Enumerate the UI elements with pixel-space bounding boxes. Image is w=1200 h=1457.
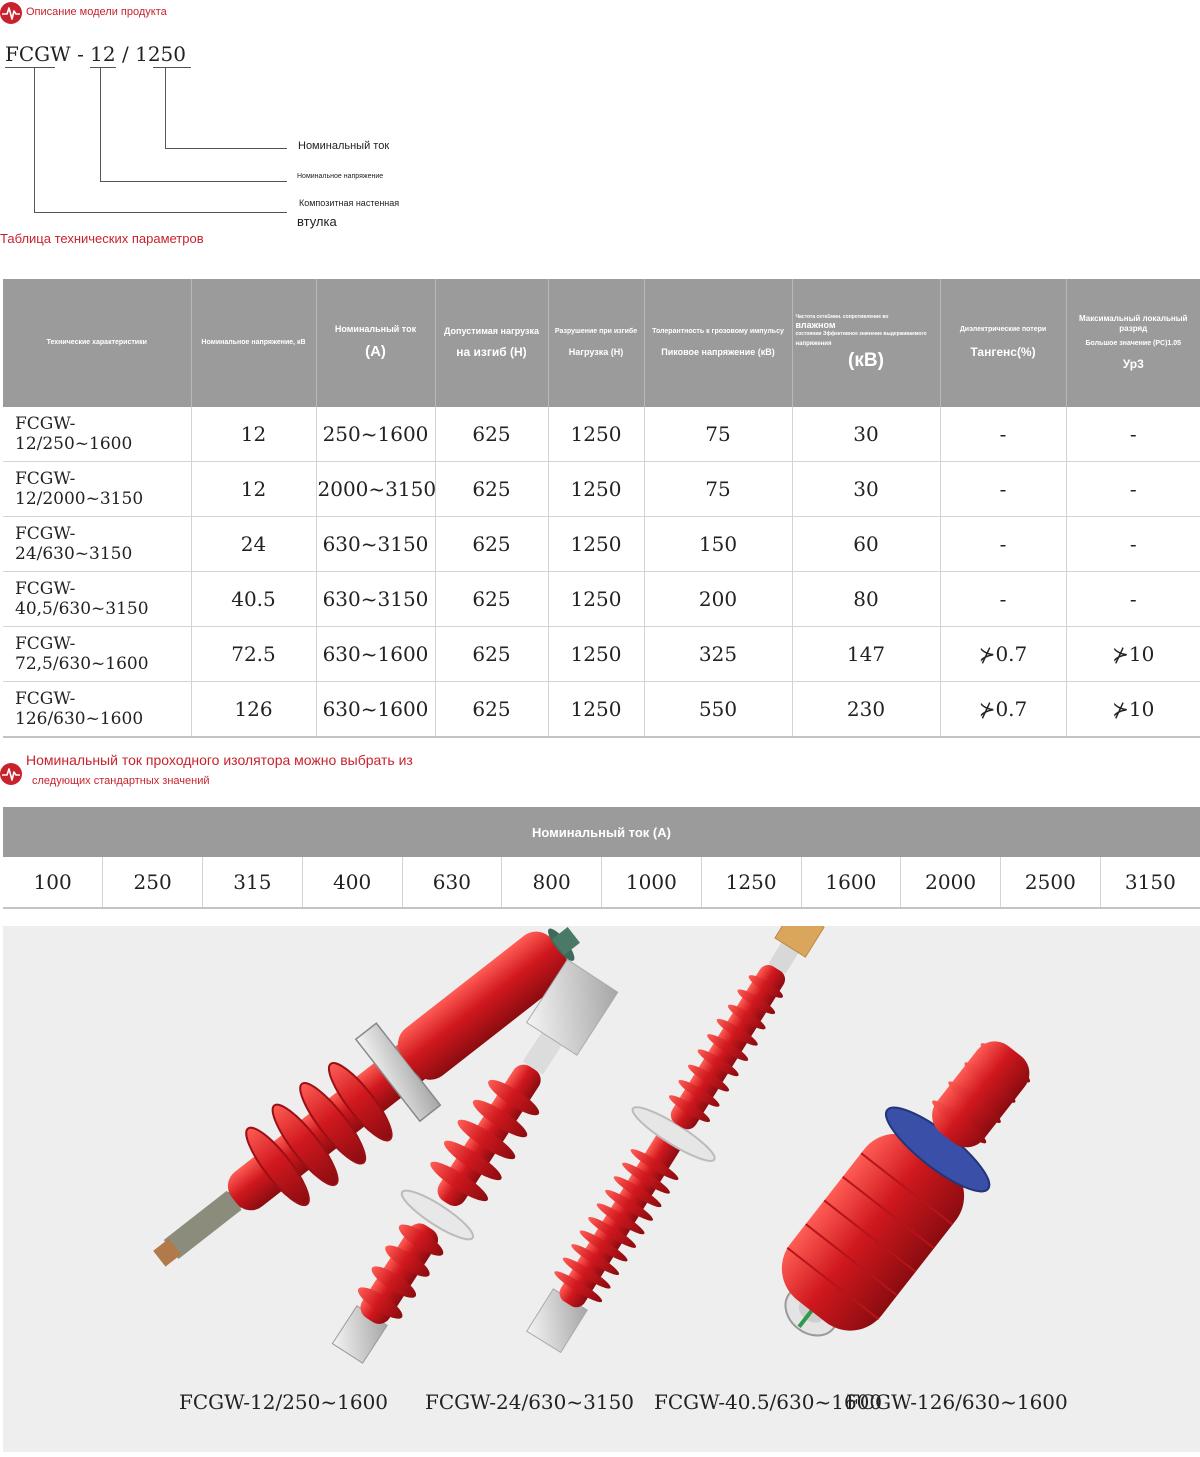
table-cell: - [940, 407, 1066, 462]
table-cell: 80 [792, 572, 940, 627]
table-row [3, 517, 1200, 572]
label-type-line2: втулка [297, 214, 337, 229]
table-cell: 12 [191, 407, 316, 462]
underline-type [5, 67, 55, 68]
current-value-cell: 250 [103, 857, 203, 908]
current-value-cell: 1250 [701, 857, 801, 908]
current-section-subtitle: следующих стандартных значений [32, 775, 210, 787]
params-title: Таблица технических параметров [0, 231, 204, 246]
table-cell: - [940, 572, 1066, 627]
header-power-frequency: Частота сети1мин. сопротивление во влажном состоянии Эффективное значение выдерживаемого напряжения (кВ) [792, 279, 940, 407]
table-cell: 1250 [548, 682, 644, 738]
table-cell: 30 [792, 407, 940, 462]
model-cell: FCGW-126/630~1600 [3, 682, 191, 738]
model-cell: FCGW-40,5/630~3150 [3, 572, 191, 627]
table-cell: 550 [644, 682, 792, 738]
table-cell: 1250 [548, 572, 644, 627]
product-photos [3, 926, 1200, 1452]
table-cell: - [1066, 462, 1200, 517]
caption-fcgw-24: FCGW-24/630~3150 [425, 1390, 635, 1414]
table-cell: - [1066, 517, 1200, 572]
table-cell: 72.5 [191, 627, 316, 682]
table-cell: 75 [644, 462, 792, 517]
table-cell: 12 [191, 462, 316, 517]
table-cell: ⊁0.7 [940, 627, 1066, 682]
table-cell: 1250 [548, 407, 644, 462]
table-cell: 625 [435, 572, 548, 627]
table-cell: 625 [435, 407, 548, 462]
leader-current-h [165, 148, 287, 149]
header-bending-load: Допустимая нагрузка на изгиб (Н) [435, 279, 548, 407]
table-cell: 200 [644, 572, 792, 627]
table-row [3, 572, 1200, 627]
table-row [3, 407, 1200, 462]
table-cell: 150 [644, 517, 792, 572]
pulse-icon [0, 763, 22, 785]
underline-current [153, 67, 191, 68]
current-table-header: Номинальный ток (А) [3, 807, 1200, 857]
current-table [3, 807, 1200, 909]
header-current: Номинальный ток (А) [316, 279, 435, 407]
header-bending-failure: Разрушение при изгибе Нагрузка (Н) [548, 279, 644, 407]
current-values-row [3, 857, 1200, 908]
table-cell: ⊁10 [1066, 682, 1200, 738]
leader-type-h [34, 212, 287, 213]
table-cell: - [1066, 407, 1200, 462]
table-cell: 30 [792, 462, 940, 517]
leader-type-v [34, 67, 35, 213]
current-value-cell: 630 [402, 857, 502, 908]
table-cell: 126 [191, 682, 316, 738]
leader-voltage-v [100, 67, 101, 182]
current-value-cell: 315 [203, 857, 303, 908]
model-cell: FCGW-12/250~1600 [3, 407, 191, 462]
header-partial-discharge: Максимальный локальный разряд Большое значение (PC)1.05 Ур3 [1066, 279, 1200, 407]
current-value-cell: 2000 [901, 857, 1001, 908]
table-row [3, 627, 1200, 682]
leader-current-v [165, 67, 166, 149]
table-cell: 625 [435, 627, 548, 682]
label-type-line1: Композитная настенная [299, 198, 400, 208]
tech-header-row [3, 279, 1200, 407]
table-cell: 630~3150 [316, 517, 435, 572]
table-cell: 630~1600 [316, 682, 435, 738]
current-value-cell: 100 [3, 857, 103, 908]
table-cell: ⊁10 [1066, 627, 1200, 682]
table-cell: 625 [435, 682, 548, 738]
table-cell: 625 [435, 517, 548, 572]
table-cell: - [1066, 572, 1200, 627]
caption-fcgw-12: FCGW-12/250~1600 [179, 1390, 389, 1414]
model-cell: FCGW-24/630~3150 [3, 517, 191, 572]
underline-voltage [90, 67, 116, 68]
table-cell: 630~1600 [316, 627, 435, 682]
table-cell: - [940, 462, 1066, 517]
table-cell: 625 [435, 462, 548, 517]
table-cell: 1250 [548, 627, 644, 682]
model-cell: FCGW-12/2000~3150 [3, 462, 191, 517]
header-characteristics: Технические характеристики [3, 279, 191, 407]
table-row [3, 682, 1200, 738]
label-current: Номинальный ток [298, 140, 390, 152]
header-voltage: Номинальное напряжение, кВ [191, 279, 316, 407]
current-value-cell: 800 [502, 857, 602, 908]
tech-table [3, 279, 1200, 738]
table-cell: 24 [191, 517, 316, 572]
table-cell: 1250 [548, 462, 644, 517]
table-cell: ⊁0.7 [940, 682, 1066, 738]
table-cell: 60 [792, 517, 940, 572]
current-value-cell: 400 [302, 857, 402, 908]
table-cell: 250~1600 [316, 407, 435, 462]
current-value-cell: 1000 [602, 857, 702, 908]
current-value-cell: 3150 [1100, 857, 1200, 908]
table-cell: 75 [644, 407, 792, 462]
table-cell: 230 [792, 682, 940, 738]
table-row [3, 462, 1200, 517]
model-code: FCGW - 12 / 1250 [5, 42, 186, 66]
insulator-fcgw-126 [747, 1012, 1065, 1368]
table-cell: 325 [644, 627, 792, 682]
label-voltage: Номинальное напряжение [297, 173, 384, 180]
leader-voltage-h [100, 181, 287, 182]
table-cell: 2000~3150 [316, 462, 435, 517]
model-section-title: Описание модели продукта [26, 6, 167, 18]
caption-fcgw-126: FCGW-126/630~1600 [846, 1390, 1068, 1414]
header-lightning-impulse: Толерантность к грозовому импульсу Пиковое напряжение (кВ) [644, 279, 792, 407]
caption-fcgw-40-5: FCGW-40.5/630~1600 [654, 1390, 883, 1414]
table-cell: 40.5 [191, 572, 316, 627]
current-value-cell: 1600 [801, 857, 901, 908]
table-cell: - [940, 517, 1066, 572]
table-cell: 630~3150 [316, 572, 435, 627]
header-dielectric-loss: Диэлектрические потери Тангенс(%) [940, 279, 1066, 407]
current-section-title: Номинальный ток проходного изолятора можно выбрать из [26, 752, 413, 768]
current-value-cell: 2500 [1001, 857, 1101, 908]
table-cell: 147 [792, 627, 940, 682]
pulse-icon [0, 2, 22, 24]
product-photo-panel [3, 926, 1200, 1452]
table-cell: 1250 [548, 517, 644, 572]
model-cell: FCGW-72,5/630~1600 [3, 627, 191, 682]
